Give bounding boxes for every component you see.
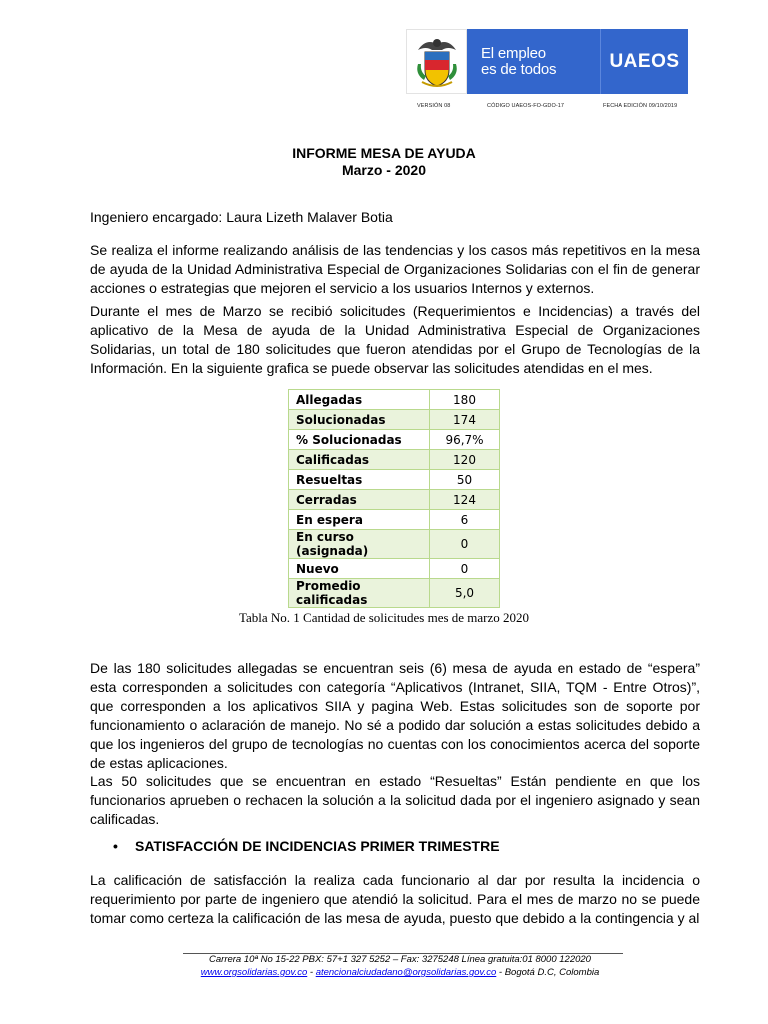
table-row xyxy=(289,510,500,530)
footer-contact xyxy=(0,967,768,978)
code-label: CÓDIGO UAEOS-FO-GDO-17 xyxy=(487,103,565,109)
table-row xyxy=(289,470,500,490)
table-value: 174 xyxy=(430,410,500,430)
table-value: 96,7% xyxy=(430,430,500,450)
intro-paragraph: Se realiza el informe realizando análisis de las tendencias y los casos más repetitivos en la mesa de ayuda de la Unidad Administrativa Especial de Organizaciones Solidarias con el fin de generar acciones o estrategias que mejoren el servicio a los usuarios Internos y externos. xyxy=(90,242,700,296)
footer-separator: - xyxy=(307,967,316,978)
table-label: En curso (asignada) xyxy=(289,530,430,559)
table-row xyxy=(289,490,500,510)
bullet-icon: • xyxy=(113,838,118,854)
table-row xyxy=(289,579,500,608)
table-value: 5,0 xyxy=(430,579,500,608)
report-title: INFORME MESA DE AYUDA xyxy=(292,145,476,161)
table-value: 124 xyxy=(430,490,500,510)
coat-of-arms-icon xyxy=(414,34,460,90)
table-value: 180 xyxy=(430,390,500,410)
version-label: VERSIÓN 08 xyxy=(417,103,451,109)
email-link[interactable]: atencionalciudadano@orgsolidarias.gov.co xyxy=(315,967,497,978)
header-banner xyxy=(406,29,688,94)
table-row xyxy=(289,530,500,559)
table-value: 0 xyxy=(430,530,500,559)
march-paragraph: Durante el mes de Marzo se recibió solicitudes (Requerimientos e Incidencias) a través del aplicativo de la Mesa de ayuda de la Unidad Administrativa Especial de Organizaciones Solidarias, un total de 180 solicitudes que fueron atendidas por el Grupo de Tecnologías de la Información. En la siguiente grafica se puede observar las solicitudes atendidas en el mes. xyxy=(90,303,700,376)
requests-table xyxy=(288,389,500,608)
report-subtitle: Marzo - 2020 xyxy=(341,162,427,178)
espera-paragraph: De las 180 solicitudes allegadas se encuentran seis (6) mesa de ayuda en estado de “espera” esta corresponden a solicitudes con categoría “Aplicativos (Intranet, SIIA, TQM - Entre Otros)”, que corresponden a los aplicativos SIIA y pagina Web. Estas solicitudes son de soporte por funcionamiento o aclaración de manejo. No sé a podido dar solución a estas solicitudes debido a que los ingenieros del grupo de tecnologías no cuentas con los conocimientos acerca del soporte de estas aplicaciones. xyxy=(90,660,700,771)
resueltas-paragraph: Las 50 solicitudes que se encuentran en estado “Resueltas” Están pendiente en que los funcionarios aprueben o rechacen la solución a la solicitud dada por el ingeniero asignado y sean calificadas. xyxy=(90,773,700,827)
satisfaction-paragraph: La calificación de satisfacción la realiza cada funcionario al dar por resulta la incidencia o requerimiento por parte de ingeniero que atendió la solicitud. Para el mes de marzo no se puede tomar como certeza la calificación de las mesa de ayuda, puesto que debido a la contingencia y al xyxy=(90,872,700,926)
table-label: En espera xyxy=(289,510,430,530)
table-label: % Solucionadas xyxy=(289,430,430,450)
footer-city: - Bogotá D.C, Colombia xyxy=(496,967,600,978)
table-label: Cerradas xyxy=(289,490,430,510)
coat-of-arms-box xyxy=(406,29,467,94)
table-caption: Tabla No. 1 Cantidad de solicitudes mes de marzo 2020 xyxy=(238,610,530,625)
table-value: 120 xyxy=(430,450,500,470)
table-label: Allegadas xyxy=(289,390,430,410)
table-value: 6 xyxy=(430,510,500,530)
slogan-line-2: es de todos xyxy=(481,60,557,78)
website-link[interactable]: www.orgsolidarias.gov.co xyxy=(200,967,308,978)
table-row xyxy=(289,390,500,410)
table-label: Nuevo xyxy=(289,559,430,579)
table-row xyxy=(289,410,500,430)
section-heading-text: SATISFACCIÓN DE INCIDENCIAS PRIMER TRIMESTRE xyxy=(135,838,500,854)
table-row xyxy=(289,559,500,579)
table-row xyxy=(289,430,500,450)
engineer-line: Ingeniero encargado: Laura Lizeth Malaver Botia xyxy=(90,209,393,225)
brand-logo: UAEOS xyxy=(600,29,688,94)
slogan-line-1: El empleo xyxy=(481,44,546,62)
footer-address: Carrera 10ª No 15-22 PBX: 57+1 327 5252 – Fax: 3275248 Línea gratuita:01 8000 122020 xyxy=(209,954,591,965)
table-value: 0 xyxy=(430,559,500,579)
table-label: Calificadas xyxy=(289,450,430,470)
table-row xyxy=(289,450,500,470)
edition-date-label: FECHA EDICIÓN 09/10/2019 xyxy=(603,103,678,109)
table-label: Resueltas xyxy=(289,470,430,490)
table-value: 50 xyxy=(430,470,500,490)
slogan xyxy=(467,29,600,94)
table-label: Promedio calificadas xyxy=(289,579,430,608)
table-label: Solucionadas xyxy=(289,410,430,430)
